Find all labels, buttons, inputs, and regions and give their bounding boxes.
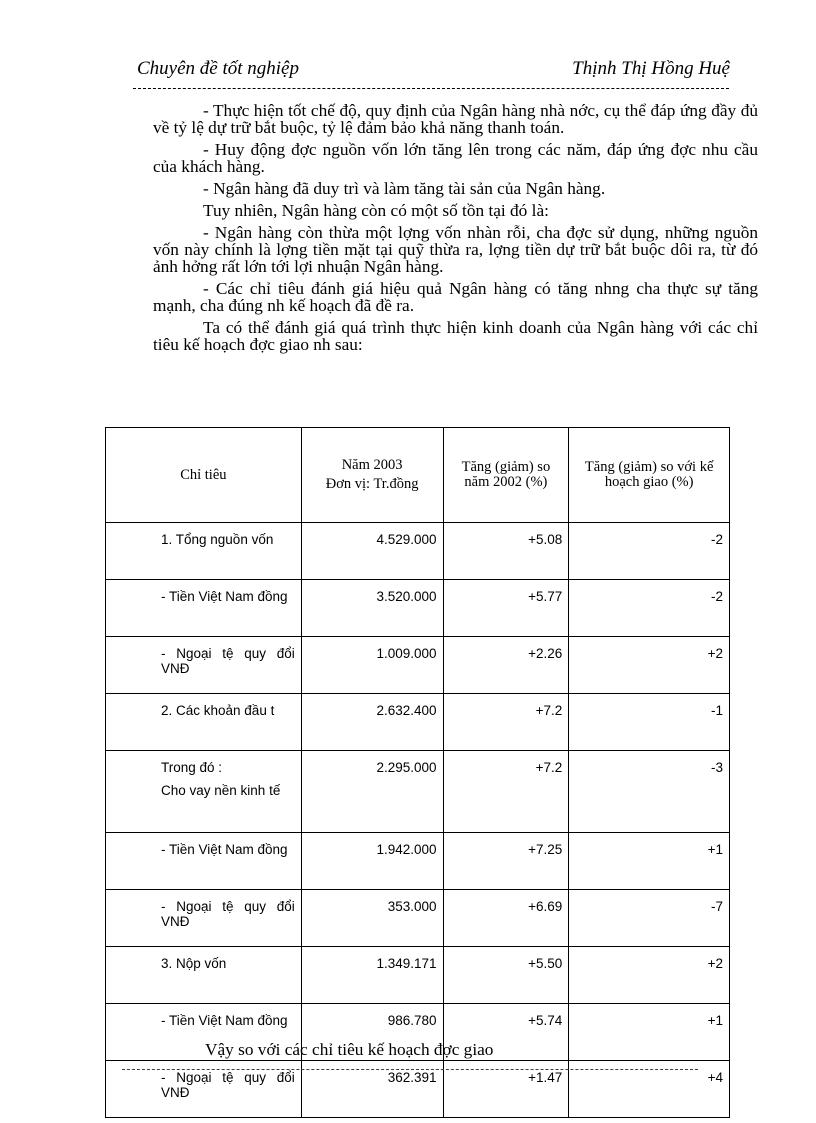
row-change-2002: +6.69 — [443, 890, 569, 947]
header-indicator: Chỉ tiêu — [106, 428, 302, 523]
row-label: 3. Nộp vốn — [106, 947, 302, 1004]
row-value: 2.632.400 — [301, 694, 443, 751]
closing-paragraph: Vậy so với các chỉ tiêu kế hoạch đợc giao — [205, 1040, 494, 1059]
row-change-2002: +1.47 — [443, 1061, 569, 1118]
table-header-row — [106, 428, 730, 523]
row-value: 4.529.000 — [301, 523, 443, 580]
row-change-plan: +1 — [569, 833, 730, 890]
row-value: 353.000 — [301, 890, 443, 947]
row-value: 3.520.000 — [301, 580, 443, 637]
paragraph: Tuy nhiên, Ngân hàng còn có một số tồn tại đó là: — [203, 201, 549, 220]
header-left-title: Chuyên đề tốt nghiệp — [137, 58, 299, 79]
body-text — [153, 102, 758, 358]
paragraph: - Ngân hàng còn thừa một lợng vốn nhàn rỗi, cha đợc sử dụng, những nguồn vốn này chính là lợng tiền mặt tại quỹ thừa ra, lợng tiền dự trữ bắt buộc dôi ra, từ đó ảnh hởng rất lớn tới lợi nhuận Ngân hàng. — [153, 223, 758, 276]
row-value: 362.391 — [301, 1061, 443, 1118]
indicators-table — [105, 427, 730, 1118]
row-label-cell — [106, 751, 302, 833]
row-label: - Ngoại tệ quy đổi VNĐ — [106, 1061, 302, 1118]
row-change-2002: +2.26 — [443, 637, 569, 694]
header-unit-line: Đơn vị: Tr.đồng — [325, 476, 419, 492]
footer-divider — [122, 1069, 698, 1070]
row-change-2002: +5.08 — [443, 523, 569, 580]
row-value: 986.780 — [301, 1004, 443, 1061]
row-value: 1.009.000 — [301, 637, 443, 694]
header-change-vs-2002: Tăng (giảm) so năm 2002 (%) — [443, 428, 569, 523]
header-change-vs-plan: Tăng (giảm) so với kế hoạch giao (%) — [569, 428, 730, 523]
header-right-author: Thịnh Thị Hồng Huệ — [572, 58, 730, 79]
table-row — [106, 890, 730, 947]
paragraph: - Thực hiện tốt chế độ, quy định của Ngân hàng nhà nớc, cụ thể đáp ứng đầy đủ về tỷ lệ dự trữ bắt buộc, tỷ lệ đảm bảo khả năng thanh toán. — [153, 101, 758, 137]
row-label: Trong đó : — [161, 760, 223, 775]
row-value: 1.349.171 — [301, 947, 443, 1004]
row-change-2002: +7.25 — [443, 833, 569, 890]
row-change-plan: -1 — [569, 694, 730, 751]
paragraph: - Huy động đợc nguồn vốn lớn tăng lên trong các năm, đáp ứng đợc nhu cầu của khách hàng. — [153, 140, 758, 176]
row-change-2002: +7.2 — [443, 751, 569, 833]
row-change-2002: +5.77 — [443, 580, 569, 637]
row-value: 2.295.000 — [301, 751, 443, 833]
row-change-plan: -2 — [569, 580, 730, 637]
row-label: - Ngoại tệ quy đổi VNĐ — [106, 637, 302, 694]
paragraph: - Các chỉ tiêu đánh giá hiệu quả Ngân hàng có tăng nhng cha thực sự tăng mạnh, cha đúng nh kế hoạch đã đề ra. — [153, 279, 758, 315]
table-row — [106, 833, 730, 890]
paragraph: - Ngân hàng đã duy trì và làm tăng tài sản của Ngân hàng. — [203, 179, 606, 198]
row-label: - Ngoại tệ quy đổi VNĐ — [106, 890, 302, 947]
row-label: 1. Tổng nguồn vốn — [106, 523, 302, 580]
table-row — [106, 694, 730, 751]
header-divider — [133, 88, 729, 89]
table-row — [106, 947, 730, 1004]
row-label: - Tiền Việt Nam đồng — [106, 833, 302, 890]
table-row — [106, 751, 730, 833]
row-change-plan: +2 — [569, 637, 730, 694]
header-year-line: Năm 2003 — [341, 457, 403, 473]
table-row — [106, 580, 730, 637]
row-label: - Tiền Việt Nam đồng — [106, 580, 302, 637]
row-change-2002: +5.74 — [443, 1004, 569, 1061]
row-change-plan: -7 — [569, 890, 730, 947]
row-sublabel: Cho vay nền kinh tế — [161, 783, 281, 798]
row-value: 1.942.000 — [301, 833, 443, 890]
row-change-plan: +2 — [569, 947, 730, 1004]
table-row — [106, 523, 730, 580]
row-label: - Tiền Việt Nam đồng — [106, 1004, 302, 1061]
row-change-plan: +1 — [569, 1004, 730, 1061]
row-change-2002: +7.2 — [443, 694, 569, 751]
table-row — [106, 637, 730, 694]
row-change-plan: -2 — [569, 523, 730, 580]
paragraph: Ta có thể đánh giá quá trình thực hiện kinh doanh của Ngân hàng với các chỉ tiêu kế hoạch đợc giao nh sau: — [153, 318, 758, 354]
row-change-plan: -3 — [569, 751, 730, 833]
row-change-2002: +5.50 — [443, 947, 569, 1004]
row-change-plan: +4 — [569, 1061, 730, 1118]
header-year-2003 — [301, 428, 443, 523]
row-label: 2. Các khoản đầu t — [106, 694, 302, 751]
